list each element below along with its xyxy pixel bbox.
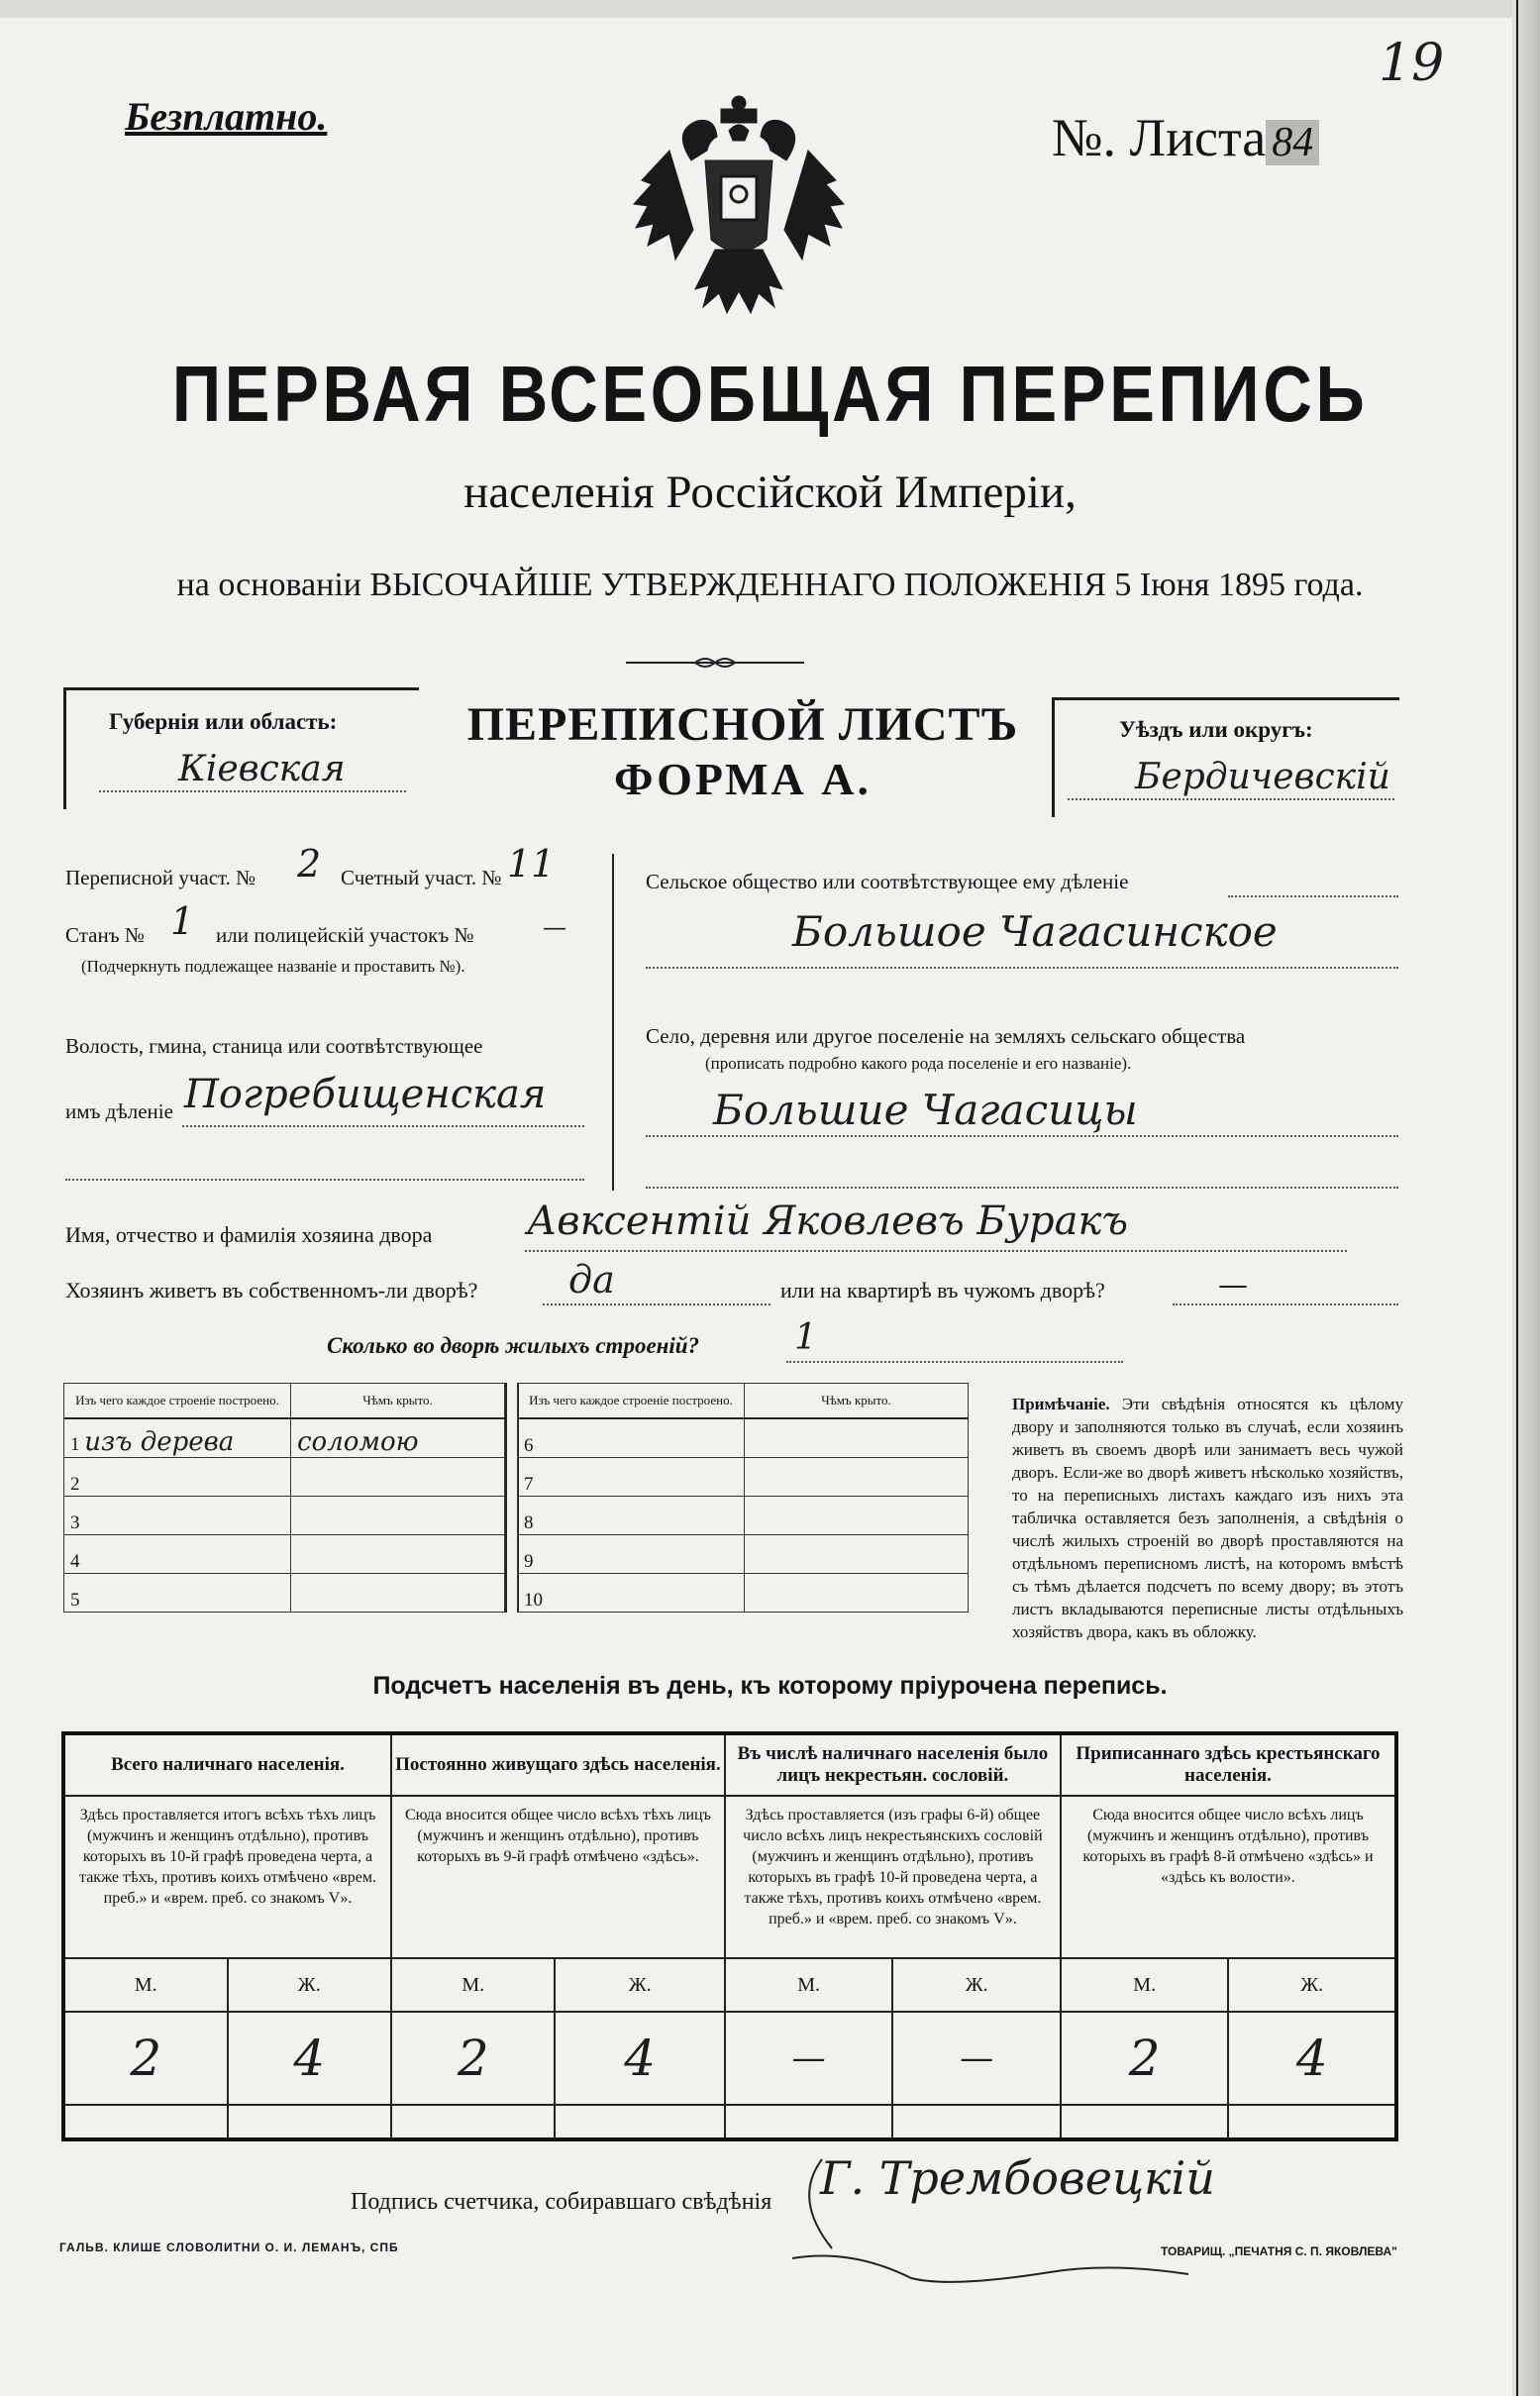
rented-value: — xyxy=(1218,1268,1248,1302)
police-label: или полицейскій участокъ № xyxy=(216,923,474,947)
ornament-divider xyxy=(626,656,804,670)
village-line xyxy=(646,1135,1398,1137)
roof-value xyxy=(745,1458,969,1497)
owner-label: Имя, отчество и фамилія хозяина двора xyxy=(65,1222,433,1247)
buildings-value: 1 xyxy=(794,1317,817,1358)
document-subtitle: населенія Россійской Имперіи, xyxy=(463,467,1077,518)
rented-line xyxy=(1173,1303,1398,1305)
document-title: ПЕРВАЯ ВСЕОБЩАЯ ПЕРЕПИСЬ xyxy=(171,350,1369,438)
female-label: Ж. xyxy=(892,1958,1061,2012)
total-male-value: 2 xyxy=(63,2012,228,2105)
note-text: Эти свѣдѣнія относятся къ цѣлому двору и заполняются только въ случаѣ, если хозяинъ живетъ въ своемъ дворѣ или занимаетъ весь чужой дворъ. Если-же во дворѣ живетъ нѣсколько хозяйствъ, то на переписныхъ листахъ каждаго изъ нихъ эта табличка оставляется безъ заполненія, а свѣдѣнія о числѣ жилыхъ строеній во дворѣ проставляются на отдѣльномъ переписномъ листѣ, на которомъ вмѣстѣ съ тѣмъ дѣлается подсчетъ по всему двору; въ этотъ листъ вкладываются переписные листы отдѣльныхъ хозяйствъ двора, какъ въ обложку. xyxy=(1012,1395,1404,1641)
roof-value xyxy=(745,1497,969,1535)
note-block xyxy=(1012,1393,1403,1643)
society-label: Сельское общество или соотвѣтствующее ему дѣленіе xyxy=(646,870,1129,893)
village-label: Село, деревня или другое поселеніе на земляхъ сельскаго общества xyxy=(646,1024,1246,1048)
blank-cell xyxy=(63,2105,228,2139)
material-value: изъ дерева xyxy=(84,1427,235,1457)
material-cell xyxy=(64,1418,291,1458)
material-header: Изъ чего каждое строеніе построено. xyxy=(518,1384,745,1419)
note-heading: Примѣчаніе. xyxy=(1012,1395,1110,1413)
district-line xyxy=(1068,798,1394,800)
printer-right: ТОВАРИЩ. „ПЕЧАТНЯ С. П. ЯКОВЛЕВА" xyxy=(1161,2244,1397,2258)
count-desc-non-peasant: Здѣсь проставляется (изъ графы 6-й) общее число всѣхъ лицъ некрестьянскихъ сословій (мужчинъ и женщинъ отдѣльно), противъ которыхъ въ графѣ 10-й проведена черта, а также тѣхъ, противъ коихъ отмѣчено «врем. преб.» и «врем. преб. со знакомъ V». xyxy=(725,1796,1061,1958)
village-value: Большие Чагасицы xyxy=(713,1086,1138,1134)
non-peasant-male-value: — xyxy=(725,2012,893,2105)
material-cell xyxy=(518,1535,745,1574)
buildings-table-left xyxy=(63,1383,505,1613)
row-number: 4 xyxy=(70,1551,80,1572)
roof-header: Чѣмъ крыто. xyxy=(291,1384,505,1419)
volost-value: Погребищенская xyxy=(184,1072,547,1117)
permanent-male-value: 2 xyxy=(391,2012,555,2105)
roof-value xyxy=(291,1458,505,1497)
table-row xyxy=(64,1458,505,1497)
blank-cell xyxy=(555,2105,724,2139)
stan-note: (Подчеркнуть подлежащее названіе и проставить №). xyxy=(81,957,465,976)
sheet-number-value: 84 xyxy=(1266,120,1319,165)
volost-line-2 xyxy=(65,1179,584,1181)
table-row xyxy=(64,1535,505,1574)
blank-cell xyxy=(1228,2105,1396,2139)
material-cell xyxy=(518,1458,745,1497)
buildings-line xyxy=(786,1361,1123,1363)
table-row xyxy=(64,1418,505,1458)
village-line-2 xyxy=(646,1187,1398,1189)
material-header: Изъ чего каждое строеніе построено. xyxy=(64,1384,291,1419)
roof-value xyxy=(745,1574,969,1613)
material-cell xyxy=(518,1497,745,1535)
male-label: М. xyxy=(63,1958,228,2012)
roof-value: соломою xyxy=(291,1418,505,1458)
rented-label: или на квартирѣ въ чужомъ дворѣ? xyxy=(780,1278,1105,1302)
province-label: Губернія или область: xyxy=(109,709,338,734)
stan-value: 1 xyxy=(170,899,195,943)
volost-label-2: имъ дѣленіе xyxy=(65,1099,173,1123)
table-row xyxy=(518,1535,969,1574)
signature-value: Г. Трембовецкій xyxy=(820,2151,1215,2205)
roof-value xyxy=(291,1497,505,1535)
male-label: М. xyxy=(391,1958,555,2012)
province-line xyxy=(99,790,406,792)
blank-cell xyxy=(1061,2105,1229,2139)
table-row xyxy=(518,1574,969,1613)
buildings-label: Сколько во дворѣ жилыхъ строеній? xyxy=(327,1333,700,1358)
sheet-number-label: №. Листа xyxy=(1052,108,1267,167)
census-area-label: Переписной участ. № xyxy=(65,866,257,889)
signature-label: Подпись счетчика, собиравшаго свѣдѣнія xyxy=(351,2189,772,2215)
row-number: 1 xyxy=(70,1434,80,1455)
decree-line: на основаніи ВЫСОЧАЙШЕ УТВЕРЖДЕННАГО ПОЛОЖЕНІЯ 5 Іюня 1895 года. xyxy=(176,567,1364,603)
female-label: Ж. xyxy=(228,1958,392,2012)
row-number: 7 xyxy=(524,1474,534,1495)
table-row xyxy=(518,1418,969,1458)
page-mark: 19 xyxy=(1379,34,1445,93)
row-number: 8 xyxy=(524,1512,534,1533)
own-yard-line xyxy=(543,1303,770,1305)
roof-value xyxy=(745,1418,969,1458)
count-desc-total: Здѣсь проставляется итогъ всѣхъ тѣхъ лицъ (мужчинъ и женщинъ отдѣльно), противъ которыхъ въ 10-й графѣ проведена черта, а также тѣхъ, противъ коихъ отмѣчено «врем. преб.» и «врем. преб. со знакомъ V». xyxy=(63,1796,391,1958)
peasant-male-value: 2 xyxy=(1061,2012,1229,2105)
roof-value xyxy=(291,1535,505,1574)
sheet-number xyxy=(1052,107,1319,168)
owner-line xyxy=(525,1250,1347,1252)
society-value: Большое Чагасинское xyxy=(792,907,1278,956)
signature-flourish xyxy=(753,2139,1268,2288)
count-header-permanent: Постоянно живущаго здѣсь населенія. xyxy=(391,1733,725,1796)
volost-label: Волость, гмина, станица или соотвѣтствующее xyxy=(65,1034,483,1058)
male-label: М. xyxy=(1061,1958,1229,2012)
table-row xyxy=(64,1497,505,1535)
own-yard-label: Хозяинъ живетъ въ собственномъ-ли дворѣ? xyxy=(65,1278,478,1302)
blank-cell xyxy=(228,2105,392,2139)
blank-cell xyxy=(892,2105,1061,2139)
material-cell xyxy=(64,1497,291,1535)
female-label: Ж. xyxy=(555,1958,724,2012)
permanent-female-value: 4 xyxy=(555,2012,724,2105)
roof-header: Чѣмъ крыто. xyxy=(745,1384,969,1419)
scan-top-edge xyxy=(0,0,1540,18)
blank-cell xyxy=(725,2105,893,2139)
count-header-total: Всего наличнаго населенія. xyxy=(63,1733,391,1796)
society-line-2 xyxy=(646,967,1398,969)
male-label: М. xyxy=(725,1958,893,2012)
scan-right-edge xyxy=(1512,0,1540,2396)
peasant-female-value: 4 xyxy=(1228,2012,1396,2105)
count-area-label: Счетный участ. № xyxy=(341,866,502,889)
count-header-peasant: Приписаннаго здѣсь крестьянскаго населенія. xyxy=(1061,1733,1396,1796)
row-number: 5 xyxy=(70,1590,80,1611)
section-divider xyxy=(612,854,614,1191)
female-label: Ж. xyxy=(1228,1958,1396,2012)
blank-cell xyxy=(391,2105,555,2139)
material-cell xyxy=(64,1535,291,1574)
form-title: ПЕРЕПИСНОЙ ЛИСТЪ xyxy=(466,698,1019,751)
count-desc-peasant: Сюда вносится общее число всѣхъ лицъ (мужчинъ и женщинъ отдѣльно), противъ которыхъ въ графѣ 8-й отмѣчено «здѣсь» и «здѣсь къ волости». xyxy=(1061,1796,1396,1958)
count-area-value: 11 xyxy=(507,842,556,885)
material-cell xyxy=(518,1574,745,1613)
printer-left: ГАЛЬВ. КЛИШЕ СЛОВОЛИТНИ О. И. ЛЕМАНЪ, СПБ xyxy=(59,2240,399,2254)
district-value: Бердичевскій xyxy=(1135,757,1390,797)
buildings-table-right xyxy=(517,1383,969,1613)
society-line xyxy=(1228,895,1398,897)
village-note: (прописать подробно какого рода поселеніе и его названіе). xyxy=(705,1054,1132,1073)
table-row xyxy=(64,1574,505,1613)
volost-line xyxy=(182,1125,584,1127)
material-cell xyxy=(64,1574,291,1613)
population-count-table xyxy=(61,1731,1398,2141)
material-cell xyxy=(518,1418,745,1458)
district-label: Уѣздъ или округъ: xyxy=(1119,717,1313,742)
roof-value xyxy=(291,1574,505,1613)
count-desc-permanent: Сюда вносится общее число всѣхъ тѣхъ лицъ (мужчинъ и женщинъ отдѣльно), противъ которыхъ въ 9-й графѣ отмѣчено «здѣсь». xyxy=(391,1796,725,1958)
row-number: 2 xyxy=(70,1474,80,1495)
row-number: 3 xyxy=(70,1512,80,1533)
row-number: 6 xyxy=(524,1435,534,1456)
table-row xyxy=(518,1458,969,1497)
own-yard-value: да xyxy=(568,1258,615,1302)
free-label: Безплатно. xyxy=(125,94,328,139)
stan-label: Станъ № xyxy=(65,923,145,947)
row-number: 10 xyxy=(524,1590,543,1611)
material-cell xyxy=(64,1458,291,1497)
owner-value: Авксентій Яковлевъ Буракъ xyxy=(527,1198,1129,1244)
non-peasant-female-value: — xyxy=(892,2012,1061,2105)
census-area-value: 2 xyxy=(297,842,322,885)
row-number: 9 xyxy=(524,1551,534,1572)
roof-value xyxy=(745,1535,969,1574)
table-row xyxy=(518,1497,969,1535)
count-header-non-peasant: Въ числѣ наличнаго населенія было лицъ некрестьян. сословій. xyxy=(725,1733,1061,1796)
form-subtitle: ФОРМА А. xyxy=(614,754,872,804)
police-value: — xyxy=(543,913,566,941)
province-value: Кіевская xyxy=(178,749,346,789)
double-headed-eagle-emblem xyxy=(630,91,848,329)
count-title: Подсчетъ населенія въ день, къ которому пріурочена перепись. xyxy=(372,1672,1168,1700)
total-female-value: 4 xyxy=(228,2012,392,2105)
